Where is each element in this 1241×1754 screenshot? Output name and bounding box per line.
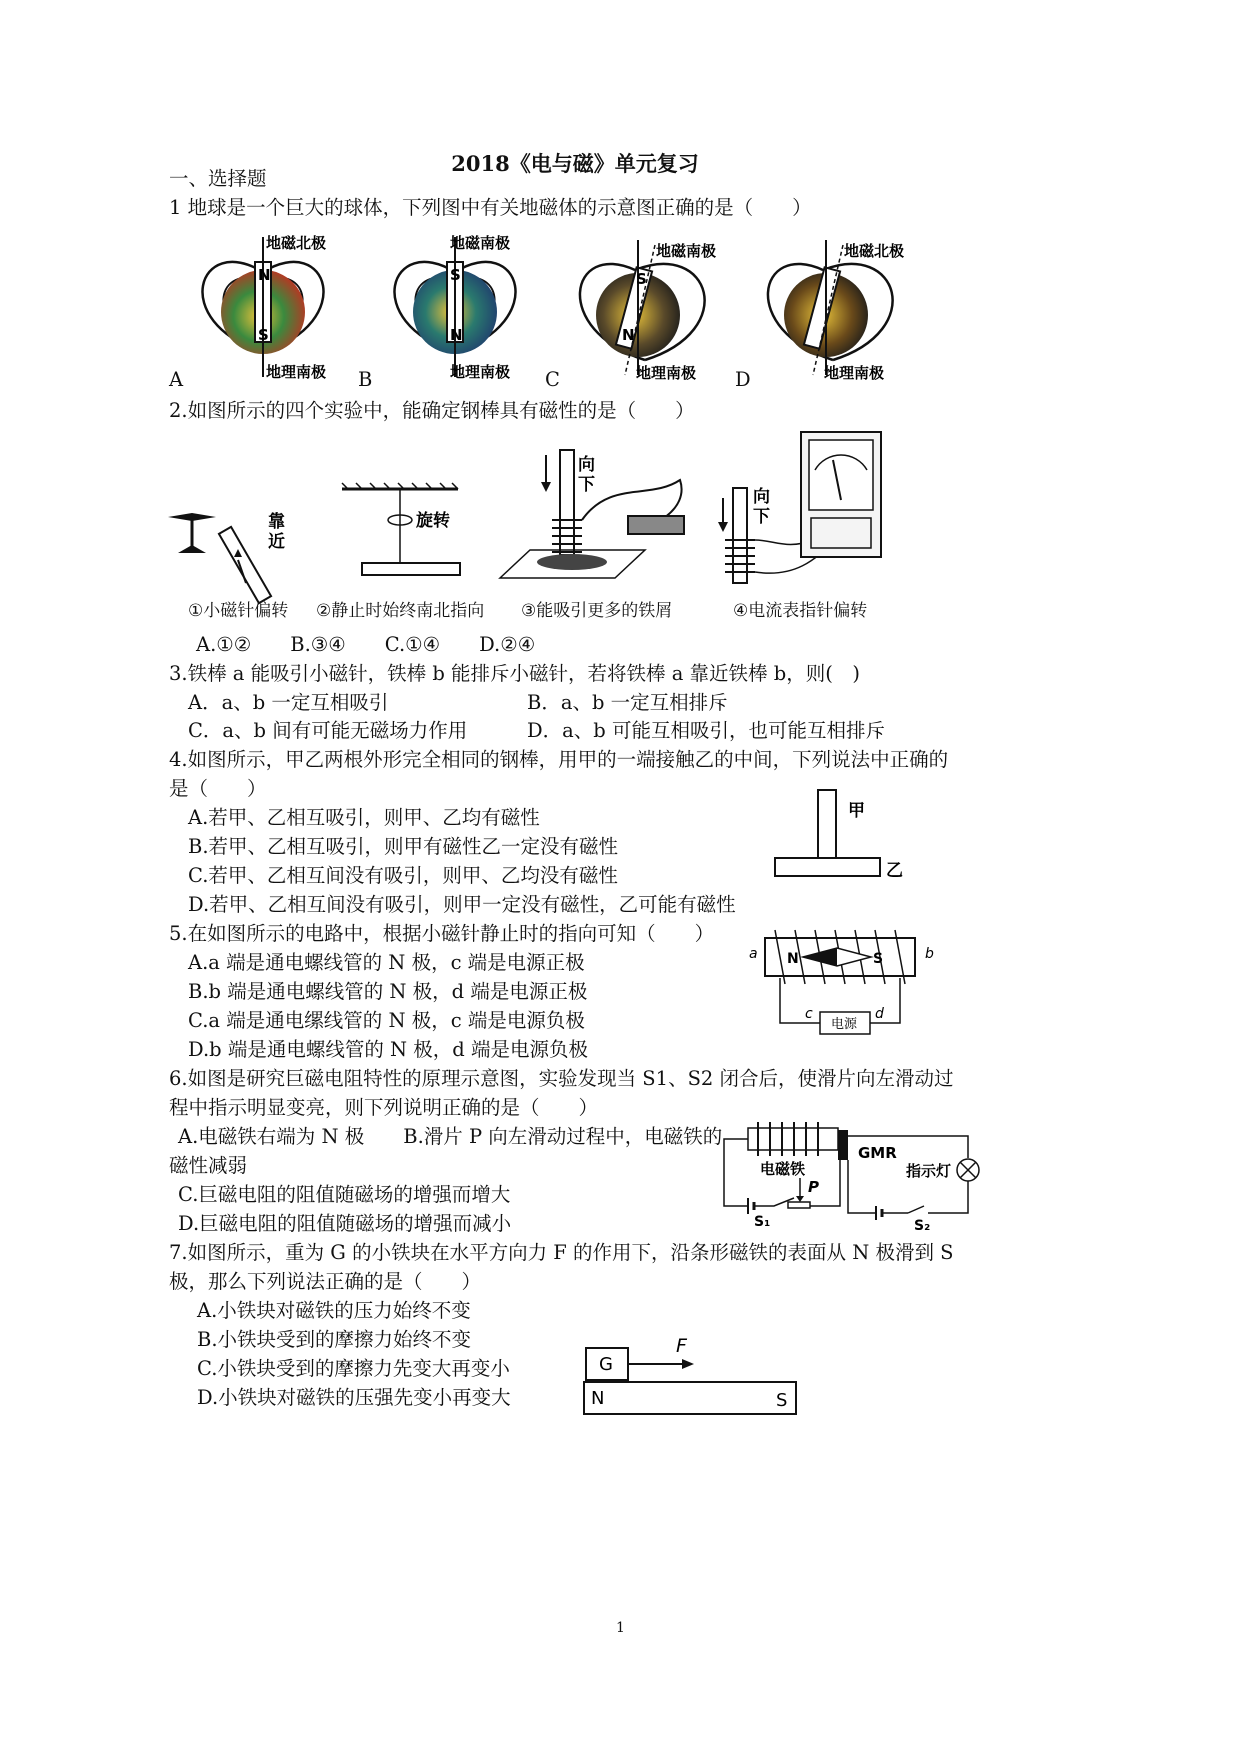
q6-fig-gmr: GMR <box>858 1144 897 1162</box>
q7-fig-g: G <box>599 1354 613 1375</box>
q4-fig-jia: 甲 <box>848 801 865 821</box>
q1-option-c-letter: C <box>545 368 560 391</box>
q2-fig-label-3: ③能吸引更多的铁屑 <box>521 601 673 621</box>
q5-fig-b: b <box>925 946 934 962</box>
q1-b-bottom-label: 地理南极 <box>450 363 511 381</box>
q1-figure-c <box>560 240 730 382</box>
q4-option-a: A.若甲、乙相互吸引，则甲、乙均有磁性 <box>188 806 540 829</box>
q2-fig-label-4: ④电流表指针偏转 <box>733 601 868 621</box>
page-number: 1 <box>616 1620 625 1636</box>
q1-option-b-letter: B <box>358 368 373 391</box>
q5-fig-c: c <box>805 1006 813 1022</box>
q1-stem: 1 地球是一个巨大的球体，下列图中有关地磁体的示意图正确的是（ ） <box>169 196 812 219</box>
q1-c-bottom-label: 地理南极 <box>636 364 697 382</box>
q5-fig-d: d <box>875 1006 884 1022</box>
q7-fig-f: F <box>676 1335 687 1357</box>
q5-fig-n: N <box>787 951 799 967</box>
q5-option-b: B.b 端是通电螺线管的 N 极，d 端是电源正极 <box>188 980 588 1003</box>
q7-fig-s: S <box>776 1390 788 1411</box>
q7-figure <box>582 1330 802 1418</box>
q7-stem-line1: 7.如图所示，重为 G 的小铁块在水平方向力 F 的作用下，沿条形磁铁的表面从 N 极滑到 S <box>169 1241 954 1264</box>
q7-fig-n: N <box>591 1388 605 1409</box>
q1-a-magnet-top: N <box>258 266 271 284</box>
q1-a-magnet-bottom: S <box>258 326 269 344</box>
q6-option-b-cont: 磁性减弱 <box>169 1154 248 1177</box>
q1-b-top-label: 地磁南极 <box>450 234 511 252</box>
q2-figure-4 <box>715 430 885 590</box>
q7-option-d: D.小铁块对磁铁的压强先变小再变大 <box>197 1386 511 1409</box>
q2-fig-label-1: ①小磁针偏转 <box>188 601 289 621</box>
q6-option-c: C.巨磁电阻的阻值随磁场的增强而增大 <box>178 1183 511 1206</box>
q2-fig3-down-char1: 向 <box>578 455 595 475</box>
q6-fig-s2: S₂ <box>914 1218 931 1234</box>
q7-option-c: C.小铁块受到的摩擦力先变大再变小 <box>197 1357 510 1380</box>
q2-figure-1 <box>168 505 303 600</box>
q5-fig-a: a <box>749 946 758 962</box>
q5-option-c: C.a 端是通电缧线管的 N 极，c 端是电源负极 <box>188 1009 585 1032</box>
q6-fig-p: P <box>808 1178 819 1196</box>
section-heading: 一、选择题 <box>169 167 267 190</box>
q5-option-d: D.b 端是通电螺线管的 N 极，d 端是电源负极 <box>188 1038 588 1061</box>
q1-option-d-letter: D <box>735 368 751 391</box>
q7-option-a: A.小铁块对磁铁的压力始终不变 <box>197 1299 471 1322</box>
document-title: 2018《电与磁》单元复习 <box>451 151 699 176</box>
q6-option-d: D.巨磁电阻的阻值随磁场的增强而减小 <box>178 1212 512 1235</box>
q5-fig-source: 电源 <box>831 1017 858 1032</box>
q3-option-c: C．a、b 间有可能无磁场力作用 <box>188 719 468 742</box>
q6-option-ab: A.电磁铁右端为 N 极 B.滑片 P 向左滑动过程中，电磁铁的 <box>178 1125 723 1148</box>
q5-figure <box>745 918 945 1038</box>
q7-stem-line2: 极，那么下列说法正确的是（ ） <box>169 1270 482 1293</box>
q6-stem-line1: 6.如图是研究巨磁电阻特性的原理示意图，实验发现当 S1、S2 闭合后，使滑片向左滑动过 <box>169 1067 954 1090</box>
q1-figure-a <box>178 232 348 382</box>
q1-d-top-label: 地磁北极 <box>844 242 905 260</box>
q1-c-magnet-top: S <box>636 270 647 288</box>
q6-fig-s1: S₁ <box>754 1214 771 1230</box>
q3-option-d: D．a、b 可能互相吸引，也可能互相排斥 <box>527 719 885 742</box>
q4-stem-line1: 4.如图所示，甲乙两根外形完全相同的钢棒，用甲的一端接触乙的中间，下列说法中正确的 <box>169 748 949 771</box>
q1-b-magnet-bottom: N <box>450 326 463 344</box>
q2-fig-label-2: ②静止时始终南北指向 <box>316 601 485 621</box>
q1-d-bottom-label: 地理南极 <box>824 364 885 382</box>
q2-options: A.①② B.③④ C.①④ D.②④ <box>196 633 536 656</box>
q4-option-c: C.若甲、乙相互间没有吸引，则甲、乙均没有磁性 <box>188 864 618 887</box>
q1-a-bottom-label: 地理南极 <box>266 363 327 381</box>
q3-stem: 3.铁棒 a 能吸引小磁针，铁棒 b 能排斥小磁针，若将铁棒 a 靠近铁棒 b，则( ) <box>169 662 860 685</box>
q2-stem: 2.如图所示的四个实验中，能确定钢棒具有磁性的是（ ） <box>169 399 695 422</box>
q4-option-b: B.若甲、乙相互吸引，则甲有磁性乙一定没有磁性 <box>188 835 619 858</box>
q2-fig1-near-char2: 近 <box>268 532 285 552</box>
q1-a-top-label: 地磁北极 <box>266 234 327 252</box>
q3-option-a: A．a、b 一定互相吸引 <box>188 691 389 714</box>
q2-fig4-down-char2: 下 <box>753 507 770 527</box>
q4-fig-yi: 乙 <box>886 861 903 881</box>
q2-figure-2 <box>340 485 465 580</box>
q6-fig-electromagnet: 电磁铁 <box>760 1160 806 1178</box>
q1-figure-b <box>370 232 540 382</box>
q2-fig3-down-char2: 下 <box>578 475 595 495</box>
q5-fig-s: S <box>873 951 884 967</box>
q4-stem-line2: 是（ ） <box>169 777 267 800</box>
q4-option-d: D.若甲、乙相互间没有吸引，则甲一定没有磁性，乙可能有磁性 <box>188 893 736 916</box>
q1-option-a-letter: A <box>169 368 184 391</box>
q2-fig2-rotate: 旋转 <box>416 511 450 531</box>
q5-stem: 5.在如图所示的电路中，根据小磁针静止时的指向可知（ ） <box>169 922 715 945</box>
q1-b-magnet-top: S <box>450 266 461 284</box>
q1-c-top-label: 地磁南极 <box>656 242 717 260</box>
q6-figure <box>718 1118 983 1233</box>
q1-c-magnet-bottom: N <box>622 326 635 344</box>
q2-fig1-near-char1: 靠 <box>268 512 285 532</box>
q3-option-b: B．a、b 一定互相排斥 <box>527 691 728 714</box>
q6-fig-lamp: 指示灯 <box>906 1162 952 1180</box>
q2-fig4-down-char1: 向 <box>753 487 770 507</box>
q6-stem-line2: 程中指示明显变亮，则下列说明正确的是（ ） <box>169 1096 599 1119</box>
q1-figure-d <box>748 240 918 382</box>
q2-figure-3 <box>500 450 690 580</box>
q7-option-b: B.小铁块受到的摩擦力始终不变 <box>197 1328 472 1351</box>
q5-option-a: A.a 端是通电螺线管的 N 极，c 端是电源正极 <box>188 951 585 974</box>
q4-figure <box>770 788 910 880</box>
